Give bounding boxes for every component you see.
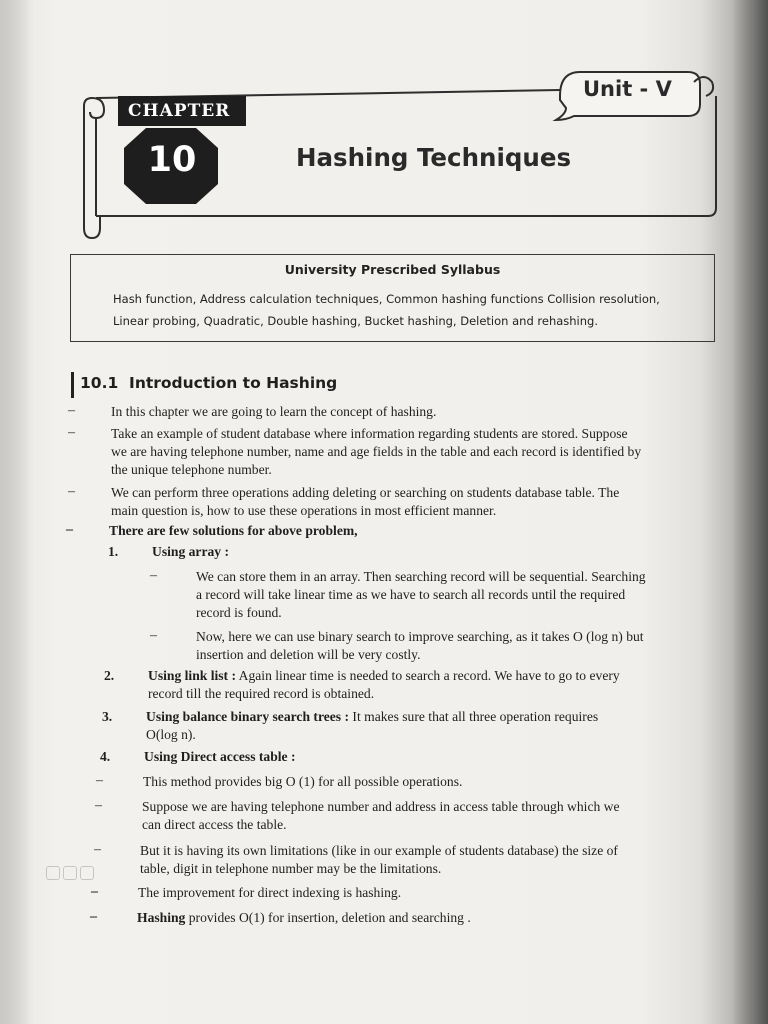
paragraph-line: We can perform three operations adding deleting or searching on students database table. The (111, 485, 620, 500)
paragraph-line: In this chapter we are going to learn the concept of hashing. (111, 404, 437, 419)
paragraph-line: Take an example of student database where information regarding students are stored. Suppose (111, 426, 628, 441)
paragraph-line: we are having telephone number, name and age fields in the table and each record is identified by (111, 444, 642, 459)
bullet-dash: – (68, 425, 75, 440)
list-item-text (148, 668, 620, 684)
list-number: 2. (104, 668, 115, 683)
bullet-dash: – (96, 773, 103, 788)
bullet-dash: – (68, 403, 75, 418)
paragraph-line: record is found. (196, 605, 282, 620)
list-number: 4. (100, 749, 111, 764)
paragraph-line: But it is having its own limitations (like in our example of students database) the size of (140, 843, 618, 858)
paragraph-rest: provides O(1) for insertion, deletion and searching . (185, 910, 471, 925)
bullet-dash: – (66, 522, 73, 537)
unit-label: Unit - V (583, 77, 672, 101)
paragraph-line: main question is, how to use these operations in most efficient manner. (111, 503, 497, 518)
list-item-title: Using array : (152, 544, 230, 559)
chapter-banner (0, 0, 768, 260)
bullet-dash: – (68, 484, 75, 499)
paragraph-line (137, 910, 471, 926)
bullet-dash: – (94, 842, 101, 857)
paragraph-line: This method provides big O (1) for all possible operations. (143, 774, 463, 789)
list-number: 3. (102, 709, 113, 724)
chapter-number: 10 (147, 140, 197, 180)
list-item-title: Using balance binary search trees : (146, 709, 350, 724)
section-title: Introduction to Hashing (129, 374, 338, 392)
section-marker (71, 372, 74, 398)
list-item-title: Using link list : (148, 668, 237, 683)
bullet-dash: – (91, 884, 98, 899)
chapter-label: CHAPTER (128, 101, 231, 121)
syllabus-box (70, 254, 715, 342)
paragraph-line: We can store them in an array. Then searching record will be sequential. Searching (196, 569, 646, 584)
paragraph-line: insertion and deletion will be very costly. (196, 647, 421, 662)
syllabus-title: University Prescribed Syllabus (284, 262, 501, 277)
bullet-dash: – (150, 568, 157, 583)
paragraph-line: There are few solutions for above problem, (109, 523, 358, 538)
list-number: 1. (108, 544, 119, 559)
syllabus-line: Hash function, Address calculation techniques, Common hashing functions Collision resolution, (113, 292, 660, 306)
paragraph-line: can direct access the table. (142, 817, 287, 832)
list-item-body: Again linear time is needed to search a record. We have to go to every (236, 668, 620, 683)
list-item-title: Using Direct access table : (144, 749, 296, 764)
paragraph-line: O(log n). (146, 727, 196, 742)
paragraph-line: The improvement for direct indexing is hashing. (138, 885, 402, 900)
list-item-text (146, 709, 598, 725)
paragraph-line: Suppose we are having telephone number and address in access table through which we (142, 799, 620, 814)
bold-term: Hashing (137, 910, 186, 925)
paragraph-line: record till the required record is obtained. (148, 686, 375, 701)
bullet-dash: – (150, 628, 157, 643)
paragraph-line: table, digit in telephone number may be the limitations. (140, 861, 442, 876)
bullet-dash: – (95, 798, 102, 813)
section-heading (80, 374, 337, 392)
paragraph-line: the unique telephone number. (111, 462, 272, 477)
chapter-title: Hashing Techniques (296, 143, 572, 172)
section-number: 10.1 (80, 374, 119, 392)
list-item-body: It makes sure that all three operation requires (349, 709, 599, 724)
faint-stamp-mark (46, 866, 94, 880)
paragraph-line: Now, here we can use binary search to improve searching, as it takes O (log n) but (196, 629, 644, 644)
syllabus-line: Linear probing, Quadratic, Double hashing, Bucket hashing, Deletion and rehashing. (113, 314, 598, 328)
paragraph-line: a record will take linear time as we have to search all records until the required (196, 587, 626, 602)
bullet-dash: – (90, 909, 97, 924)
